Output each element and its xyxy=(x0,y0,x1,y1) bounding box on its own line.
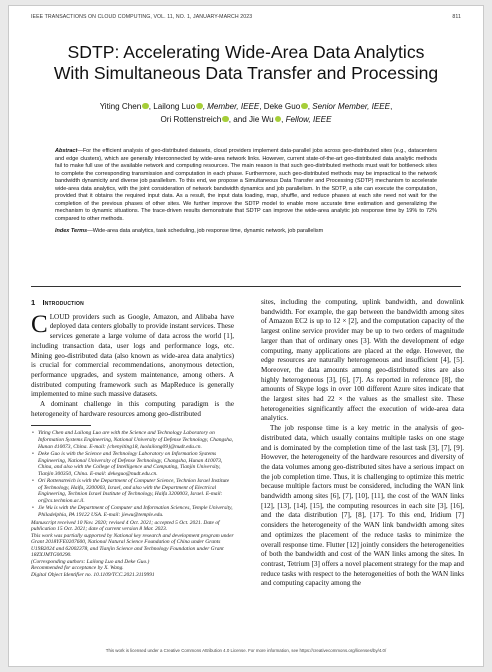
recommended-by: Recommended for acceptance by X. Wang. xyxy=(31,565,124,572)
running-header xyxy=(31,14,461,20)
doi: Digital Object Identifier no. 10.1109/TCC.2021.3119991 xyxy=(31,571,155,578)
index-terms: Index Terms—Wide-area data analytics, task scheduling, job response time, dynamic network, job parallelism xyxy=(55,228,324,234)
intro-paragraph-2: A dominant challenge in this computing paradigm is the heterogeneity of hardware resources among geo-distributed xyxy=(31,400,234,418)
author-line-1: Yiting Chen , Lailong Luo , Member, IEEE, Deke Guo , Senior Member, IEEE, xyxy=(99,102,393,111)
abstract-text: Abstract—For the efficient analysis of geo-distributed datasets, cloud providers implement data-parallel jobs across geo-distributed sites (e.g., datacenters and edge clusters), which are generally interconnected by wide-area network links. However, current state-of-the-art geo-distributed data analytic methods fail to make full use of the available network and computing resources. The main reason is that such geo-distributed methods must wait for bottleneck sites to complete the corresponding transmission and computation in each phase. Furthermore, such geo-distributed methods may be impractical to the network bandwidth dynamicity and diverse job parallelism. To this end, we propose a Simultaneous Data Transfer and Processing (SDTP) mechanism to accelerate wide-area data analytics, with the joint consideration of network bandwidth dynamics and job parallelism. In the SDTP, a site can execute the computation, provided that it obtains the required input data. As a result, the input data loading, map, shuffle, and reduce phases at each site need not wait for the completion of the previous phases of other sites. We further improve the SDTP model to enable more accurate time estimation and generalizing the mechanism to dynamic situations. The trace-driven results demonstrate that SDTP can improve the wide-area analytic job response time by 19% to 72% compared to other methods. xyxy=(55,148,437,222)
author-affiliations xyxy=(31,430,234,518)
funding-note: This work was partially supported by National key research and development program under Grant 2018YFE0207600, National Natural Science Foundation of China under Grants U19B2024 and 62002378, and Tianjin Science and Technology Foundation under Grant 18ZXJMTG00290. xyxy=(31,532,234,559)
page-number: 811 xyxy=(452,14,461,20)
author-name: Deke Guo xyxy=(263,102,301,111)
paper-page xyxy=(8,5,484,667)
intro-paragraph-1: CLOUD providers such as Google, Amazon, and Alibaba have deployed data centers globally to provide instant services. These services generate a large volume of data across the world [1], including transaction data, user logs and performance logs, etc. Mining geo-distributed data (also known as wide-area data analytics) is crucial for commercial recommendations, anonymous detection, performance upgrades, and system maintenance, among others. A distributed computing framework such as MapReduce is generally implemented to mine such massive datasets. xyxy=(31,310,234,399)
drop-cap: C xyxy=(31,310,48,338)
affiliation-item: • Deke Guo is with the Science and Technology Laboratory on Information Systems Engineering, National University of Defense Technology, Changsha, Hunan 410073, China, and also with the College of Intelligence and Computing, Tianjin University, Tianjin 300350, China. E-mail: dekeguo@nudt.edu.cn. xyxy=(38,451,234,477)
author-name: Ori Rottenstreich xyxy=(160,115,222,124)
author-name: Lailong Luo xyxy=(153,102,196,111)
paper-title xyxy=(27,42,465,84)
abstract-label: Abstract xyxy=(55,148,78,154)
license-footer: This work is licensed under a Creative Commons Attribution 4.0 License. For more information, see https://creativecommons.org/licenses/by/4.0/ xyxy=(105,648,387,653)
abstract-block xyxy=(55,148,437,236)
affiliation-item: • Yiting Chen and Lailong Luo are with the Science and Technology Laboratory on Information Systems Engineering, National University of Defense Technology, Changsha, Hunan 410073, China. E-mail: {chenyiting18, luolailong09}@nudt.edu.cn. xyxy=(38,430,234,450)
title-line-1: SDTP: Accelerating Wide-Area Data Analytics xyxy=(67,42,425,62)
author-membership: Senior Member, IEEE xyxy=(312,102,391,111)
section-heading: 1 Introduction xyxy=(31,298,84,307)
affiliation-item: • Ori Rottenstreich is with the Department of Computer Science, Technion Israel Institute of Technology, Haifa, 3200003, Israel, and also with the Department of Electrical Engineering, Technion Israel Institute of Technology, Haifa 3200003, Israel. E-mail: or@cs.technion.ac.il. xyxy=(38,478,234,504)
intro-paragraph-4: The job response time is a key metric in the analysis of geo-distributed data, which usually contains multiple tasks on one stage and is dominated by the completion time of the last task [3], [7], [9]. However, the heterogeneity of the hardware resources and diversity of the data volumes among geo-distributed sites have a serious impact on the job completion time. Thus, it is challenging to optimize this metric because multiple factors must be considered, including the WAN link bandwidth among sites [6], [7], [10], [11], the cost of the WAN links [12], [13], [14], [15], the computing resources in each site [3], [16], and the data distribution [7], [8], [17]. To this end, Iridium [7] considers the heterogeneity of the WAN link bandwidth among sites and optimizes the placement of the reduce tasks to minimize the overall response time. Flutter [12] jointly considers the heterogeneities of both the bandwidth and cost of the WAN links among the sites. In contrast, Tetrium [3] offers a novel placement strategy for the map and reduce tasks with respect to the heterogeneities of both the WAN links and computing capacity among the xyxy=(261,424,464,588)
footnotes xyxy=(31,430,234,578)
author-line-2: Ori Rottenstreich , and Jie Wu , Fellow, IEEE xyxy=(160,115,332,124)
title-line-2: With Simultaneous Data Transfer and Processing xyxy=(53,63,439,83)
right-column xyxy=(261,298,464,589)
left-column xyxy=(31,298,234,578)
intro-paragraph-3: sites, including the computing, uplink bandwidth, and downlink bandwidth. For example, the gap between the bandwidth among sites of Amazon EC2 is up to 12 × [2], and the computation capacity of the largest online service provider may be up to two orders of magnitude larger than that of ordinary ones [3]. With the development of edge computing, many applications are placed at the edge. However, the edge resources are naturally heterogeneous and insufficient [4], [5]. Moreover, the data amounts among geo-distributed sites are also highly heterogeneous [3], [6], [7]. As reported in reference [8], the amounts of Skype logs in over 100 different Azure sites indicate that the largest sites had 22 × the values as the smallest site. These heterogeneities significantly affect the execution of wide-area data analytics. xyxy=(261,298,464,423)
affiliation-item: • Jie Wu is with the Department of Computer and Information Sciences, Temple University, Philadelphia, PA 19122 USA. E-mail: jiewu@temple.edu. xyxy=(38,505,234,518)
corresponding-authors: (Corresponding authors: Lailong Luo and Deke Guo.) xyxy=(31,558,150,565)
author-name: Yiting Chen xyxy=(99,102,142,111)
author-membership: Member, IEEE xyxy=(207,102,260,111)
footnote-divider xyxy=(31,425,91,426)
abstract-divider xyxy=(31,286,461,287)
journal-header: IEEE TRANSACTIONS ON CLOUD COMPUTING, VOL. 11, NO. 1, JANUARY-MARCH 2023 xyxy=(31,14,253,20)
author-membership: Fellow, IEEE xyxy=(285,115,332,124)
index-terms-label: Index Terms xyxy=(55,228,88,234)
author-list xyxy=(39,100,453,126)
author-name: Jie Wu xyxy=(249,115,274,124)
manuscript-dates: Manuscript received 10 Nov. 2020; revised 4 Oct. 2021; accepted 5 Oct. 2021. Date of publication 15 Oct. 2021; date of current version 8 Mar. 2023. xyxy=(31,519,220,533)
